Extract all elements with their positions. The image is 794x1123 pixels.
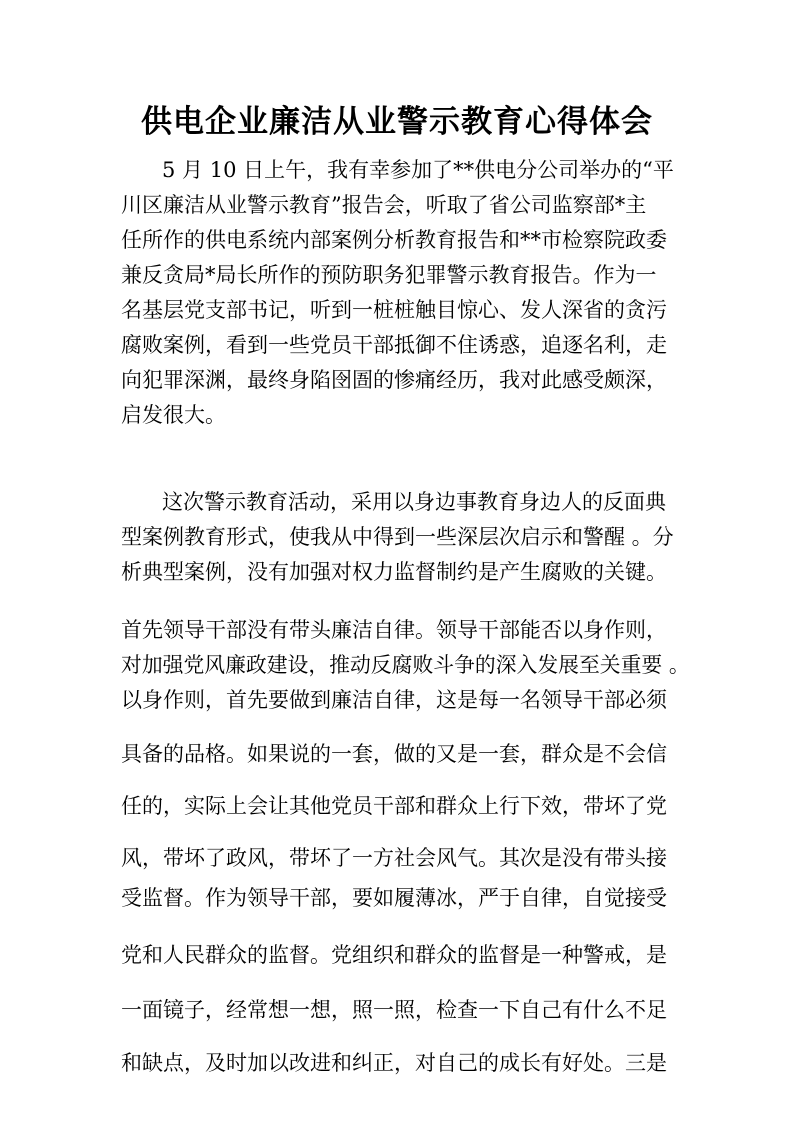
paragraph-line: 析典型案例，没有加强对权力监督制约是产生腐败的关键。 — [121, 560, 667, 584]
paragraph-line: 受监督。作为领导干部，要如履薄冰，严于自律，自觉接受 — [121, 886, 667, 910]
paragraph-line: 和缺点，及时加以改进和纠正，对自己的成长有好处。三是 — [121, 1051, 667, 1075]
paragraph-line: 一面镜子，经常想一想，照一照，检查一下自己有什么不足 — [121, 998, 667, 1022]
paragraph-line: 兼反贪局*局长所作的预防职务犯罪警示教育报告。作为一 — [121, 263, 657, 287]
paragraph-line: 启发很大。 — [121, 403, 226, 427]
paragraph-line: 党和人民群众的监督。党组织和群众的监督是一种警戒，是 — [121, 943, 667, 967]
document-title: 供电企业廉洁从业警示教育心得体会 — [141, 104, 653, 140]
paragraph-line: 具备的品格。如果说的一套，做的又是一套，群众是不会信 — [121, 742, 667, 766]
paragraph-line: 风，带坏了政风，带坏了一方社会风气。其次是没有带头接 — [121, 846, 667, 870]
paragraph-line: 任的，实际上会让其他党员干部和群众上行下效，带坏了党 — [121, 794, 667, 818]
paragraph-line: 名基层党支部书记，听到一桩桩触目惊心、发人深省的贪污 — [121, 298, 667, 322]
paragraph-line: 型案例教育形式，使我从中得到一些深层次启示和警醒 。分 — [121, 525, 674, 549]
paragraph-line: 川区廉洁从业警示教育”报告会，听取了省公司监察部*主 — [121, 193, 647, 217]
paragraph-line: 这次警示教育活动，采用以身边事教育身边人的反面典 — [162, 490, 666, 514]
paragraph-line: 任所作的供电系统内部案例分析教育报告和**市检察院政委 — [121, 228, 667, 252]
paragraph-line: 首先领导干部没有带头廉洁自律。领导干部能否以身作则， — [121, 618, 667, 642]
paragraph-line: 以身作则，首先要做到廉洁自律，这是每一名领导干部必须 — [121, 688, 667, 712]
paragraph-line: 对加强党风廉政建设，推动反腐败斗争的深入发展至关重要 。 — [121, 653, 690, 677]
paragraph-line: 5 月 10 日上午，我有幸参加了**供电分公司举办的“平 — [162, 158, 674, 182]
paragraph-line: 向犯罪深渊，最终身陷囹圄的惨痛经历，我对此感受颇深， — [121, 368, 667, 392]
paragraph-line: 腐败案例，看到一些党员干部抵御不住诱惑，追逐名利，走 — [121, 333, 667, 357]
